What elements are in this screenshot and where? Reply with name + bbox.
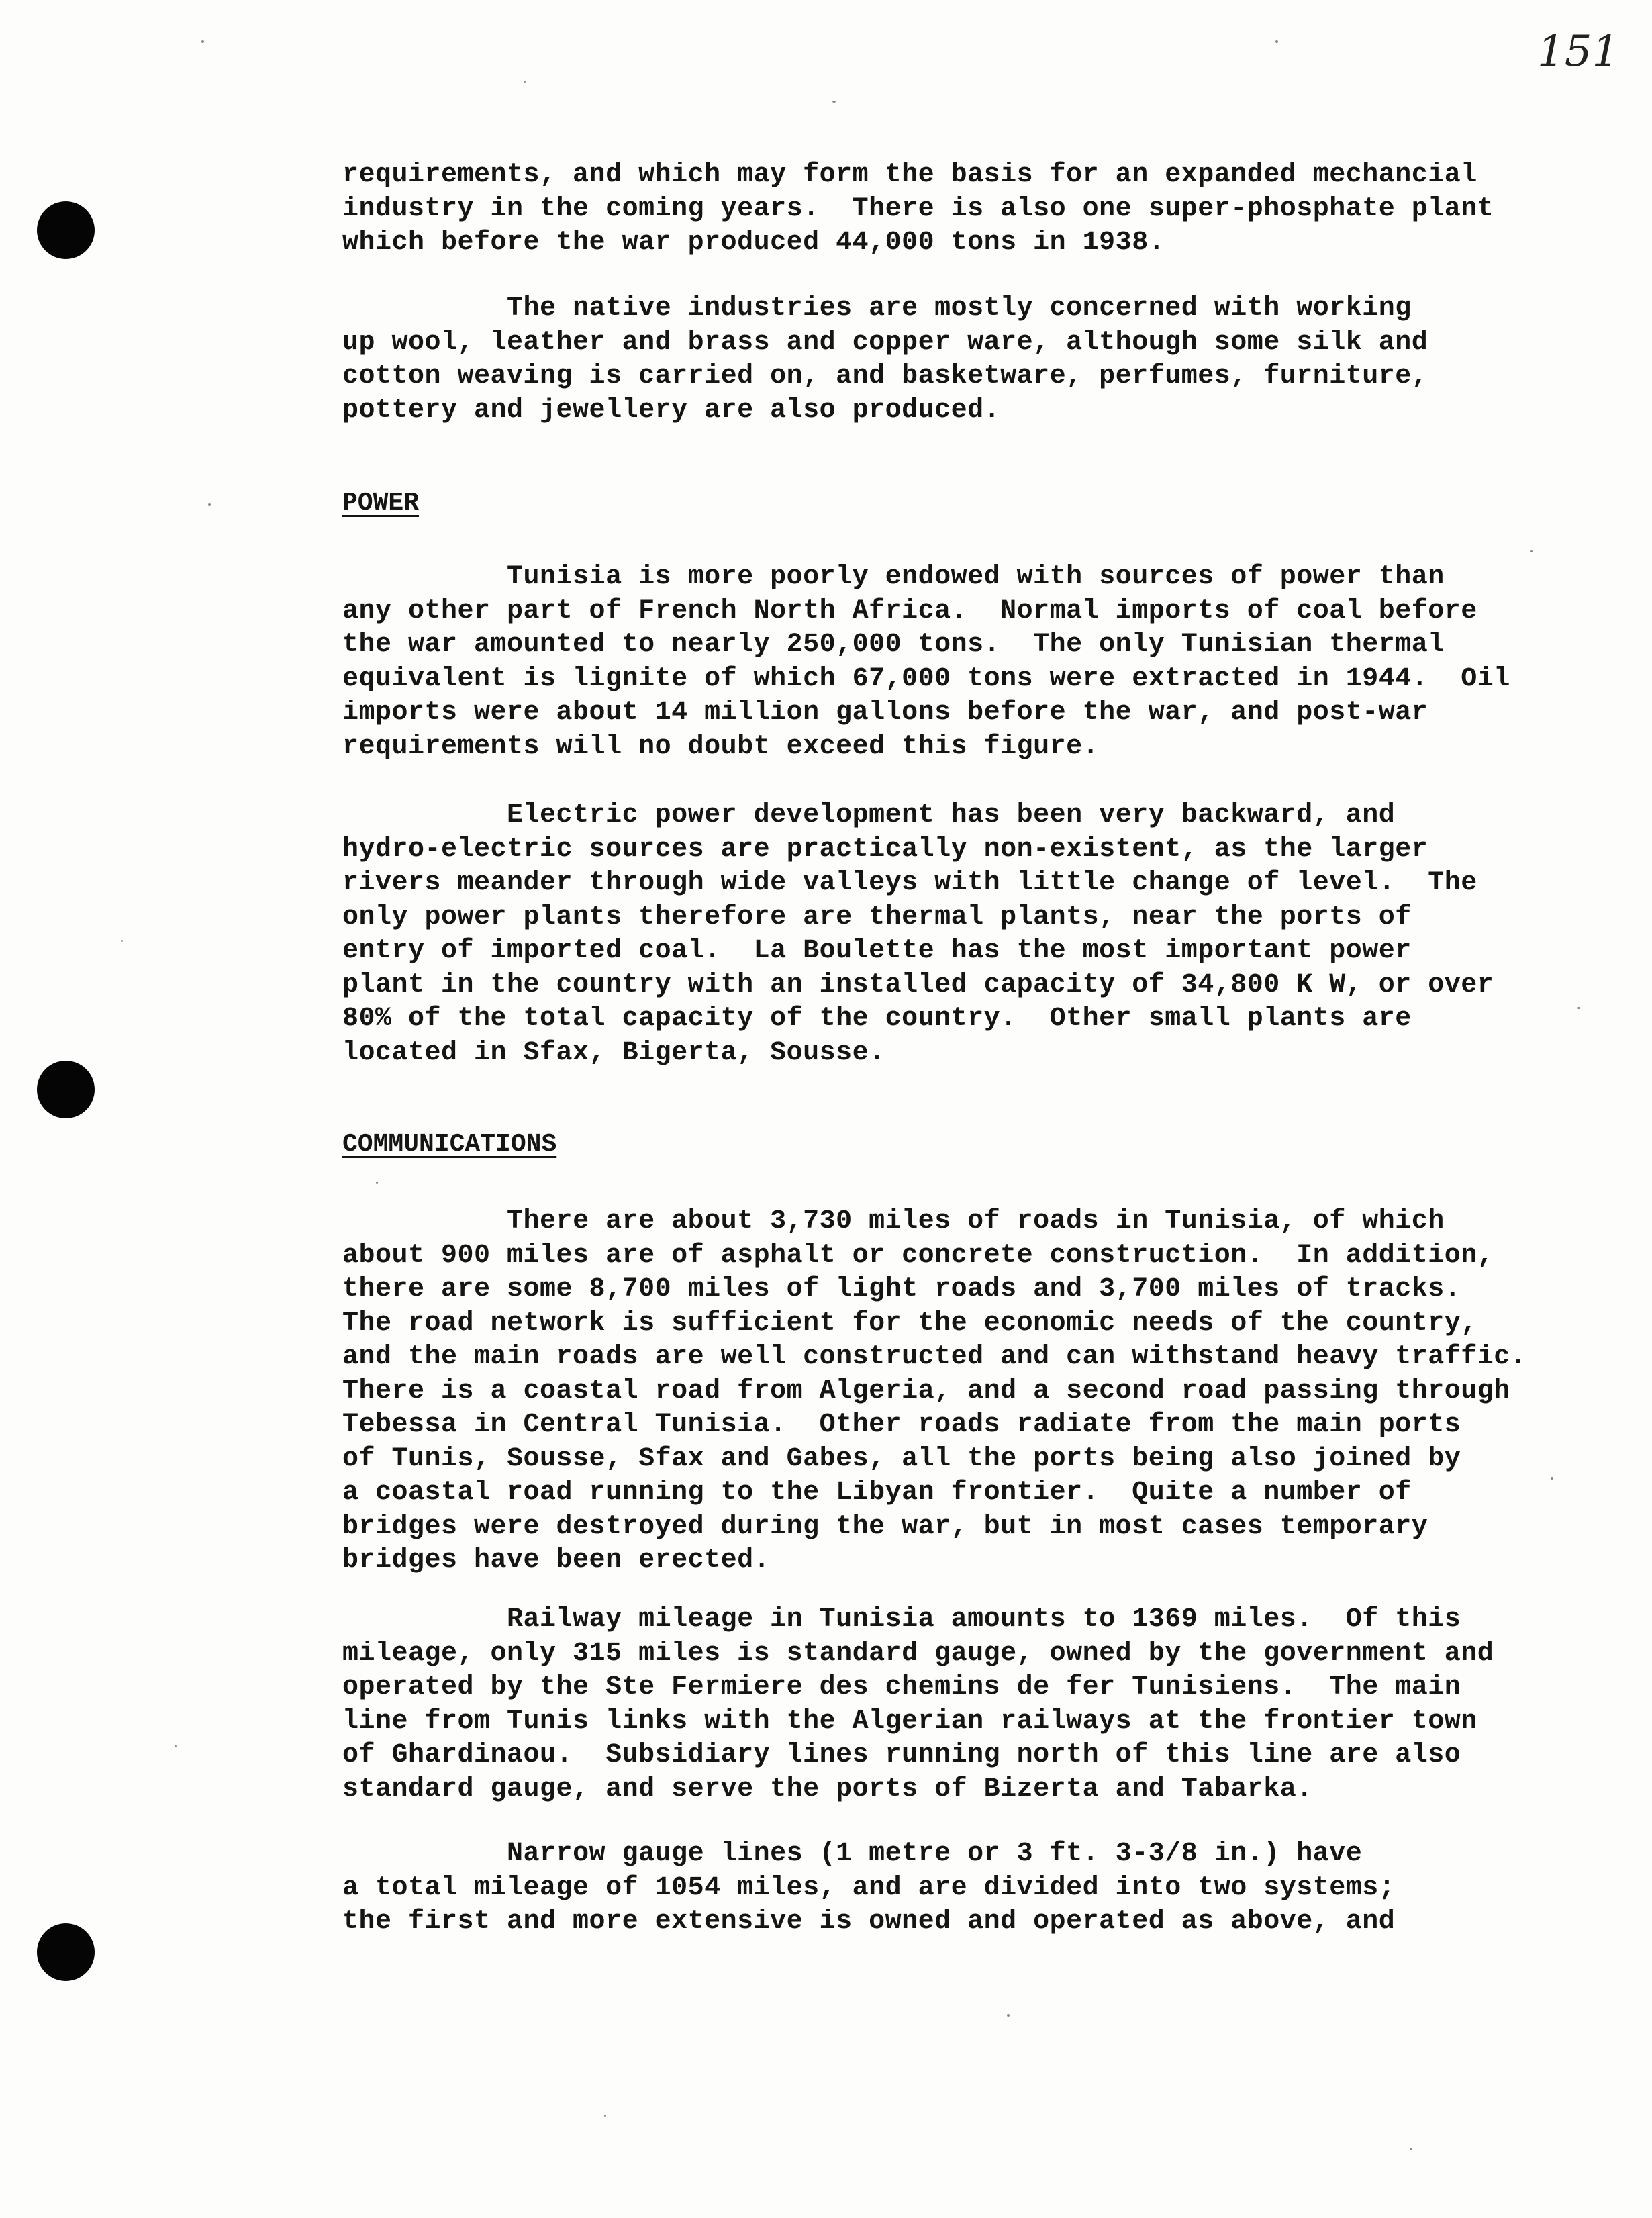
- section-heading-communications: COMMUNICATIONS: [342, 1130, 557, 1159]
- section-heading-power: POWER: [342, 489, 420, 518]
- scan-speck: [1551, 1477, 1553, 1480]
- paragraph-narrow-gauge: Narrow gauge lines (1 metre or 3 ft. 3-3/8 in.) have a total mileage of 1054 miles, and are divided into two systems; the first and more extensive is owned and operated as above, and: [342, 1839, 1396, 1937]
- paragraph-power-sources: Tunisia is more poorly endowed with sources of power than any other part of French North Africa. Normal imports of coal before the war amounted to nearly 250,000 tons. The only Tunisian thermal equivalent is lignite of which 67,000 tons were extracted in 1944. Oil imports were about 14 million gallons before the war, and post-war requirements will no doubt exceed this figure.: [342, 562, 1510, 762]
- paragraph-electric-power: Electric power development has been very backward, and hydro-electric sources are practically non-existent, as the larger rivers meander through wide valleys with little change of level. The only power plants therefore are thermal plants, near the ports of entry of imported coal. La Boulette has the most important power plant in the country with an installed capacity of 34,800 K W, or over 80% of the total capacity of the country. Other small plants are located in Sfax, Bigerta, Sousse.: [342, 800, 1494, 1068]
- scan-speck: [1007, 2014, 1010, 2017]
- paragraph-industry-continued: requirements, and which may form the basis for an expanded mechancial industry in the coming years. There is also one super-phosphate plant which before the war produced 44,000 tons in 1938.: [342, 160, 1494, 258]
- scan-speck: [201, 40, 204, 43]
- scan-speck: [1577, 1007, 1580, 1009]
- paragraph-roads: There are about 3,730 miles of roads in Tunisia, of which about 900 miles are of asphalt or concrete construction. In addition, there are some 8,700 miles of light roads and 3,700 miles of tracks. The road network is sufficient for the economic needs of the country, and the main roads are well constructed and can withstand heavy traffic. There is a coastal road from Algeria, and a second road passing through Tebessa in Central Tunisia. Other roads radiate from the main ports of Tunis, Sousse, Sfax and Gabes, all the ports being also joined by a coastal road running to the Libyan frontier. Quite a number of bridges were destroyed during the war, but in most cases temporary bridges have been erected.: [342, 1206, 1527, 1576]
- paragraph-native-industries: The native industries are mostly concerned with working up wool, leather and brass and copper ware, although some silk and cotton weaving is carried on, and basketware, perfumes, furniture, pottery and jewellery are also produced.: [342, 293, 1428, 426]
- scan-speck: [1410, 2148, 1412, 2150]
- punch-hole-middle: [37, 1061, 95, 1118]
- scan-speck: [1530, 550, 1533, 552]
- punch-hole-bottom: [37, 1923, 95, 1981]
- scan-speck: [175, 1745, 177, 1747]
- scan-speck: [604, 2115, 606, 2117]
- page-number: 151: [1537, 27, 1620, 77]
- paragraph-railways: Railway mileage in Tunisia amounts to 1369 miles. Of this mileage, only 315 miles is standard gauge, owned by the government and operated by the Ste Fermiere des chemins de fer Tunisiens. The main line from Tunis links with the Algerian railways at the frontier town of Ghardinaou. Subsidiary lines running north of this line are also standard gauge, and serve the ports of Bizerta and Tabarka.: [342, 1604, 1494, 1804]
- scan-speck: [832, 101, 836, 103]
- scan-speck: [376, 1182, 378, 1184]
- scan-speck: [121, 940, 123, 942]
- scan-speck: [1275, 40, 1278, 43]
- scan-speck: [524, 81, 526, 83]
- punch-hole-top: [37, 201, 95, 259]
- scan-speck: [208, 503, 211, 506]
